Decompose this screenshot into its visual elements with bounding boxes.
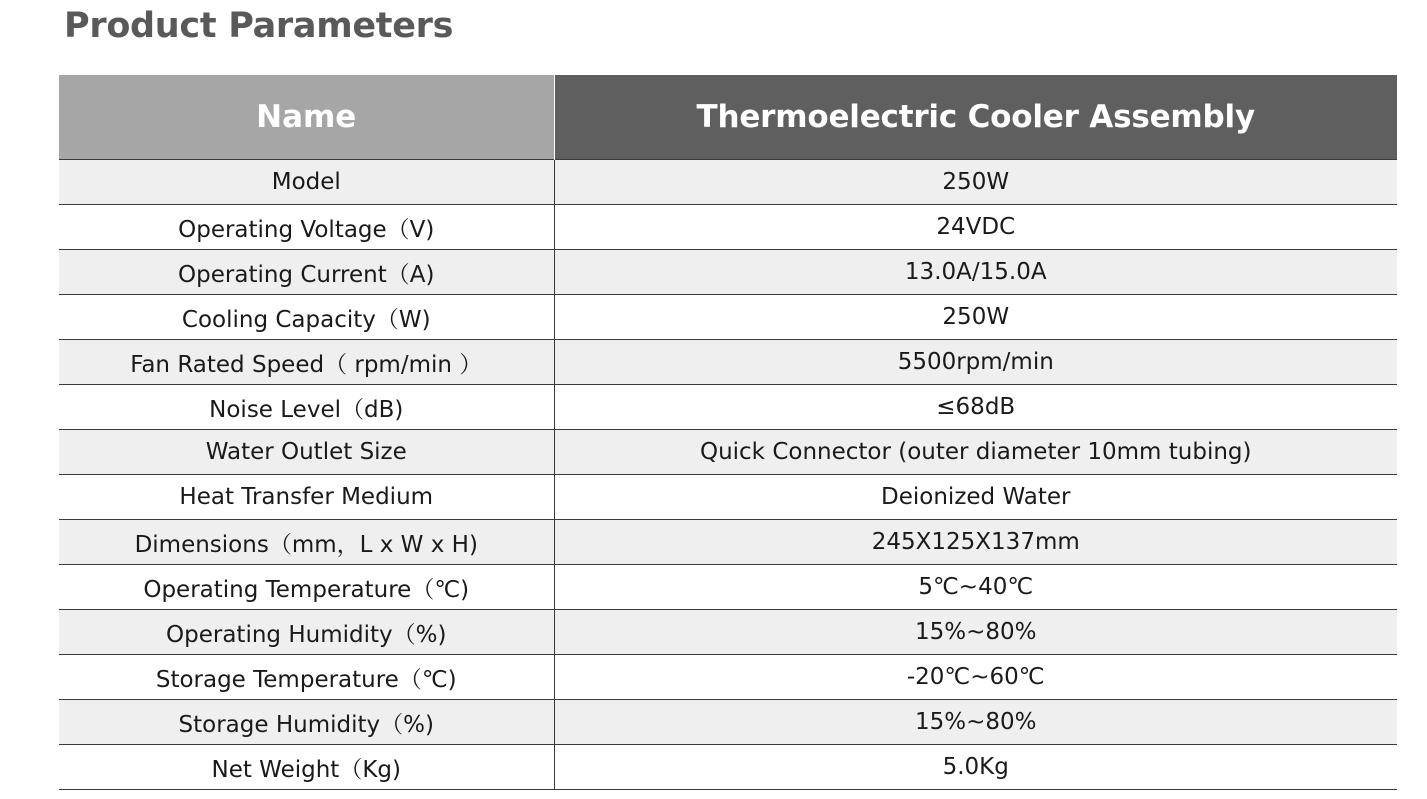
param-name: Heat Transfer Medium <box>59 475 554 520</box>
table-row <box>59 430 1397 475</box>
table-row <box>59 520 1397 565</box>
param-value: 245X125X137mm <box>554 520 1397 565</box>
param-value: 13.0A/15.0A <box>554 250 1397 295</box>
param-name: Net Weight（Kg) <box>59 745 554 790</box>
table-row <box>59 340 1397 385</box>
param-name: Model <box>59 160 554 205</box>
table-row <box>59 565 1397 610</box>
param-value: 15%~80% <box>554 700 1397 745</box>
table-row <box>59 745 1397 790</box>
param-name: Noise Level（dB) <box>59 385 554 430</box>
param-value: 250W <box>554 160 1397 205</box>
param-value: 5℃~40℃ <box>554 565 1397 610</box>
parameters-table <box>59 75 1397 790</box>
param-value: Deionized Water <box>554 475 1397 520</box>
table-row <box>59 205 1397 250</box>
param-name: Operating Current（A) <box>59 250 554 295</box>
table-row <box>59 655 1397 700</box>
table-row <box>59 295 1397 340</box>
param-name: Storage Temperature（℃) <box>59 655 554 700</box>
table-row <box>59 160 1397 205</box>
param-value: ≤68dB <box>554 385 1397 430</box>
param-name: Operating Voltage（V) <box>59 205 554 250</box>
table-header-row <box>59 75 1397 160</box>
param-name: Dimensions（mm，L x W x H) <box>59 520 554 565</box>
param-name: Fan Rated Speed（ rpm/min ） <box>59 340 554 385</box>
table-row <box>59 475 1397 520</box>
table-row <box>59 385 1397 430</box>
header-value-cell: Thermoelectric Cooler Assembly <box>554 75 1397 160</box>
page-title: Product Parameters <box>64 6 454 46</box>
table-row <box>59 610 1397 655</box>
param-value: 5500rpm/min <box>554 340 1397 385</box>
param-value: -20℃~60℃ <box>554 655 1397 700</box>
param-value: 24VDC <box>554 205 1397 250</box>
header-name-cell: Name <box>59 75 554 160</box>
param-name: Operating Humidity（%) <box>59 610 554 655</box>
param-name: Water Outlet Size <box>59 430 554 475</box>
param-name: Storage Humidity（%) <box>59 700 554 745</box>
param-value: Quick Connector (outer diameter 10mm tubing) <box>554 430 1397 475</box>
table-row <box>59 250 1397 295</box>
param-value: 5.0Kg <box>554 745 1397 790</box>
param-name: Operating Temperature（℃) <box>59 565 554 610</box>
param-value: 250W <box>554 295 1397 340</box>
param-value: 15%~80% <box>554 610 1397 655</box>
table-row <box>59 700 1397 745</box>
param-name: Cooling Capacity（W) <box>59 295 554 340</box>
